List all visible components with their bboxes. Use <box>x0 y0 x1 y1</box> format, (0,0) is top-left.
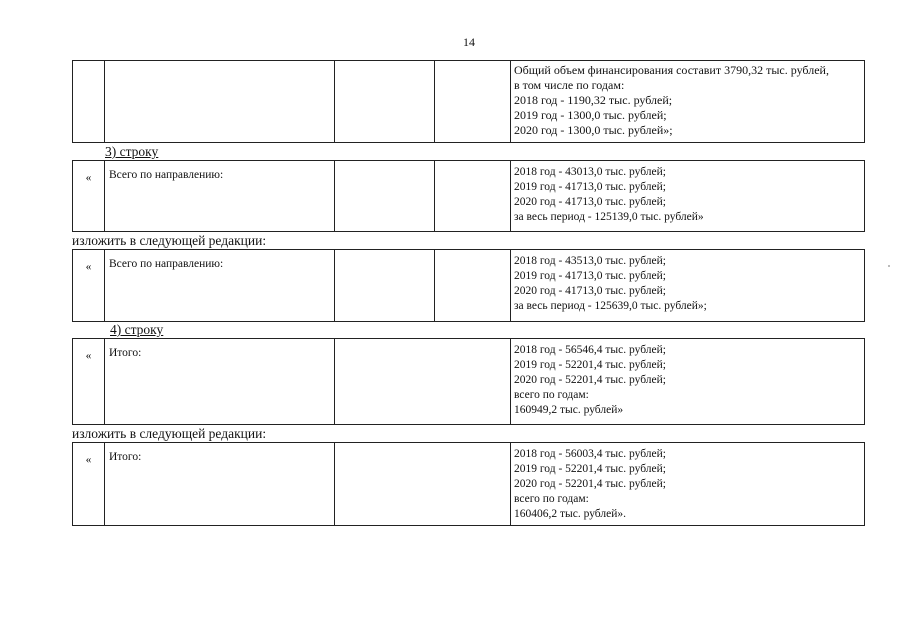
financing-line: всего по годам: <box>514 493 589 505</box>
replace-instruction-heading: изложить в следующей редакции: <box>72 233 267 248</box>
financing-line: 160949,2 тыс. рублей» <box>514 404 624 416</box>
financing-line: за весь период - 125139,0 тыс. рублей» <box>514 211 704 223</box>
table-cell-empty <box>435 61 511 143</box>
financing-line: Общий объем финансирования составит 3790,32 тыс. рублей, <box>514 63 829 77</box>
grand-total-original-table <box>72 338 865 425</box>
financing-line: за весь период - 125639,0 тыс. рублей»; <box>514 300 707 312</box>
table-cell-financing <box>511 61 865 143</box>
financing-line: 2018 год - 43013,0 тыс. рублей; <box>514 166 666 178</box>
table-cell-marker: « <box>73 443 105 526</box>
table-cell-name: Всего по направлению: <box>105 161 335 232</box>
financing-line: 2020 год - 41713,0 тыс. рублей; <box>514 196 666 208</box>
table-cell-name: Итого: <box>105 443 335 526</box>
grand-total-revised-table <box>72 442 865 526</box>
table-cell-name <box>105 61 335 143</box>
table-cell-marker: « <box>73 161 105 232</box>
financing-line: 2018 год - 56003,4 тыс. рублей; <box>514 448 666 460</box>
financing-line: 2019 год - 41713,0 тыс. рублей; <box>514 181 666 193</box>
table-cell-name: Итого: <box>105 339 335 425</box>
financing-line: 2018 год - 43513,0 тыс. рублей; <box>514 255 666 267</box>
section-heading-row-4: 4) строку <box>110 322 164 337</box>
financing-line: в том числе по годам: <box>514 78 625 92</box>
financing-line: 2020 год - 52201,4 тыс. рублей; <box>514 478 666 490</box>
table-cell-empty <box>335 161 435 232</box>
table-cell-name: Всего по направлению: <box>105 250 335 322</box>
table-cell-financing <box>511 161 865 232</box>
table-cell-empty <box>335 443 511 526</box>
section-heading-row-3: 3) строку <box>105 144 159 159</box>
direction-total-revised-table <box>72 249 865 322</box>
table-cell-financing <box>511 250 865 322</box>
financing-line: 2019 год - 41713,0 тыс. рублей; <box>514 270 666 282</box>
financing-line: 2018 год - 56546,4 тыс. рублей; <box>514 344 666 356</box>
financing-line: 2018 год - 1190,32 тыс. рублей; <box>514 93 673 107</box>
financing-line: 2019 год - 1300,0 тыс. рублей; <box>514 108 667 122</box>
table-cell-financing <box>511 443 865 526</box>
table-cell-marker: « <box>73 250 105 322</box>
table-cell-empty <box>335 250 435 322</box>
financing-line: 2020 год - 41713,0 тыс. рублей; <box>514 285 666 297</box>
table-cell-empty <box>435 161 511 232</box>
financing-table-continuation <box>72 60 865 143</box>
table-cell-empty <box>335 61 435 143</box>
table-cell-empty <box>435 250 511 322</box>
replace-instruction-heading: изложить в следующей редакции: <box>72 426 267 441</box>
table-cell-empty <box>335 339 511 425</box>
scan-artifact-dot <box>888 265 890 267</box>
table-cell-marker: « <box>73 339 105 425</box>
table-cell-financing <box>511 339 865 425</box>
page-number: 14 <box>463 35 475 49</box>
financing-line: 2020 год - 52201,4 тыс. рублей; <box>514 374 666 386</box>
financing-line: 160406,2 тыс. рублей». <box>514 508 626 520</box>
direction-total-original-table <box>72 160 865 232</box>
financing-line: 2019 год - 52201,4 тыс. рублей; <box>514 463 666 475</box>
financing-line: всего по годам: <box>514 389 589 401</box>
financing-line: 2020 год - 1300,0 тыс. рублей»; <box>514 123 673 137</box>
table-cell-marker <box>73 61 105 143</box>
financing-line: 2019 год - 52201,4 тыс. рублей; <box>514 359 666 371</box>
